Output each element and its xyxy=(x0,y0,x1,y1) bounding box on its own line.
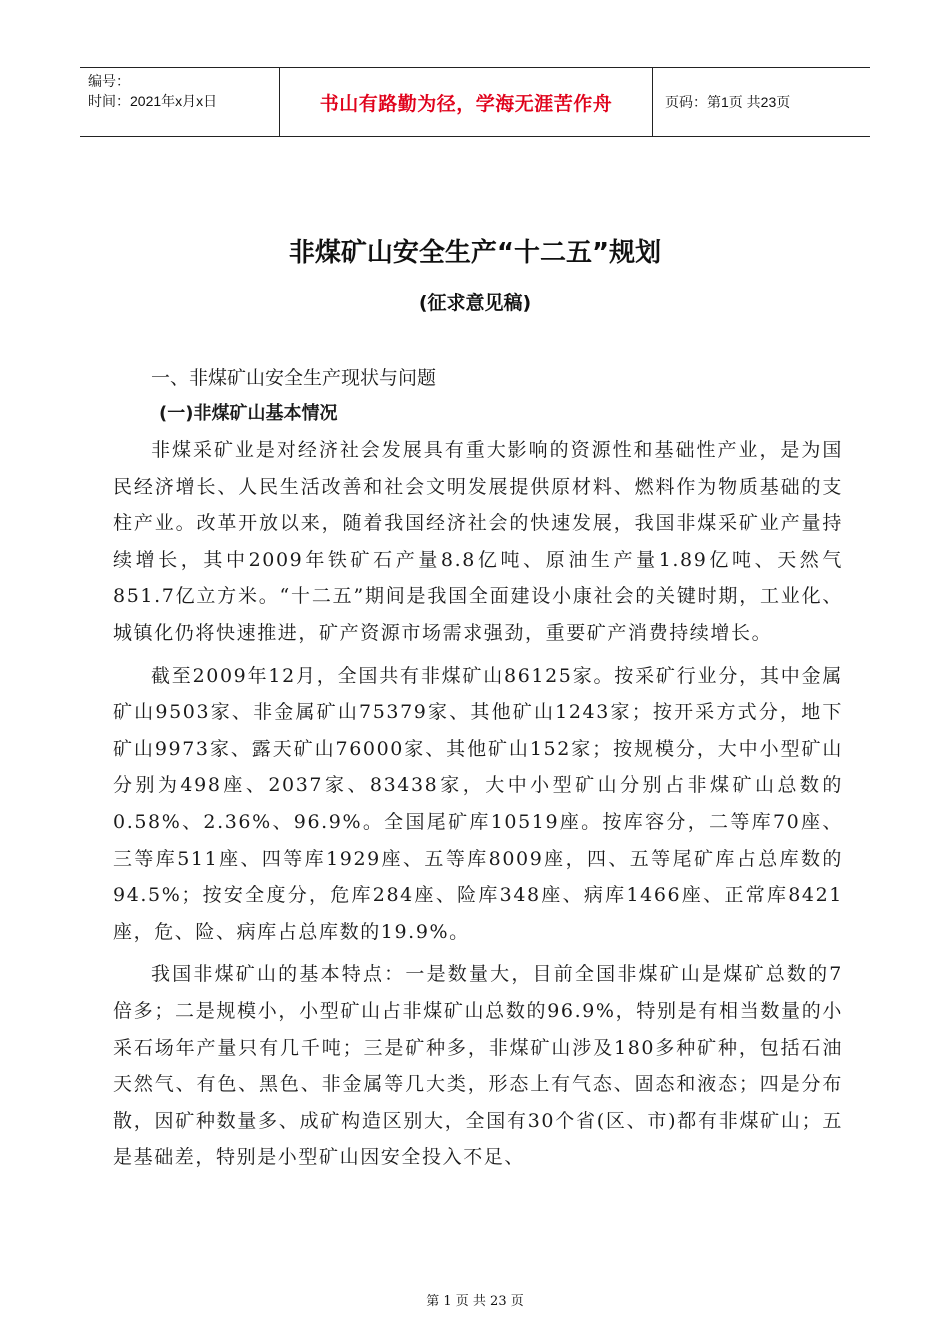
document-header xyxy=(80,67,870,137)
motto-text: 书山有路勤为径，学海无涯苦作舟 xyxy=(319,92,613,115)
document-body xyxy=(113,360,843,1182)
body-paragraph: 我国非煤矿山的基本特点：一是数量大，目前全国非煤矿山是煤矿总数的7倍多；二是规模小，小型矿山占非煤矿山总数的96.9%，特别是有相当数量的小采石场年产量只有几千吨；三是矿种多，非煤矿山涉及180多种矿种，包括石油天然气、有色、黑色、非金属等几大类，形态上有气态、固态和液态；四是分布散，因矿种数量多、成矿构造区别大，全国有30个省(区、市)都有非煤矿山；五是基础差，特别是小型矿山因安全投入不足、 xyxy=(113,963,843,1169)
page-footer: 第 1 页 共 23 页 xyxy=(426,1294,524,1309)
header-motto-cell xyxy=(280,68,653,136)
document-subtitle: (征求意见稿) xyxy=(418,292,532,314)
header-meta-cell xyxy=(80,68,280,136)
code-label: 编号： xyxy=(88,73,130,89)
time-label: 时间：2021年x月x日 xyxy=(88,93,218,109)
page-info: 页码：第1页 共23页 xyxy=(665,94,791,110)
body-paragraph: 非煤采矿业是对经济社会发展具有重大影响的资源性和基础性产业，是为国民经济增长、人民生活改善和社会文明发展提供原材料、燃料作为物质基础的支柱产业。改革开放以来，随着我国经济社会的快速发展，我国非煤采矿业产量持续增长，其中2009年铁矿石产量8.8亿吨、原油生产量1.89亿吨、天然气851.7亿立方米。“十二五”期间是我国全面建设小康社会的关键时期，工业化、城镇化仍将快速推进，矿产资源市场需求强劲，重要矿产消费持续增长。 xyxy=(113,439,843,644)
header-page-cell xyxy=(653,68,870,136)
document-title: 非煤矿山安全生产“十二五”规划 xyxy=(288,238,662,268)
section-heading: 一、非煤矿山安全生产现状与问题 xyxy=(151,367,437,389)
subsection-heading: (一)非煤矿山基本情况 xyxy=(159,403,338,424)
body-paragraph: 截至2009年12月，全国共有非煤矿山86125家。按采矿行业分，其中金属矿山9503家、非金属矿山75379家、其他矿山1243家；按开采方式分，地下矿山9973家、露天矿山76000家、其他矿山152家；按规模分，大中小型矿山分别为498座、2037家、83438家，大中小型矿山分别占非煤矿山总数的0.58%、2.36%、96.9%。全国尾矿库10519座。按库容分，二等库70座、三等库511座、四等库1929座、五等库8009座，四、五等尾矿库占总库数的94.5%；按安全度分，危库284座、险库348座、病库1466座、正常库8421座，危、险、病库占总库数的19.9%。 xyxy=(113,664,843,943)
